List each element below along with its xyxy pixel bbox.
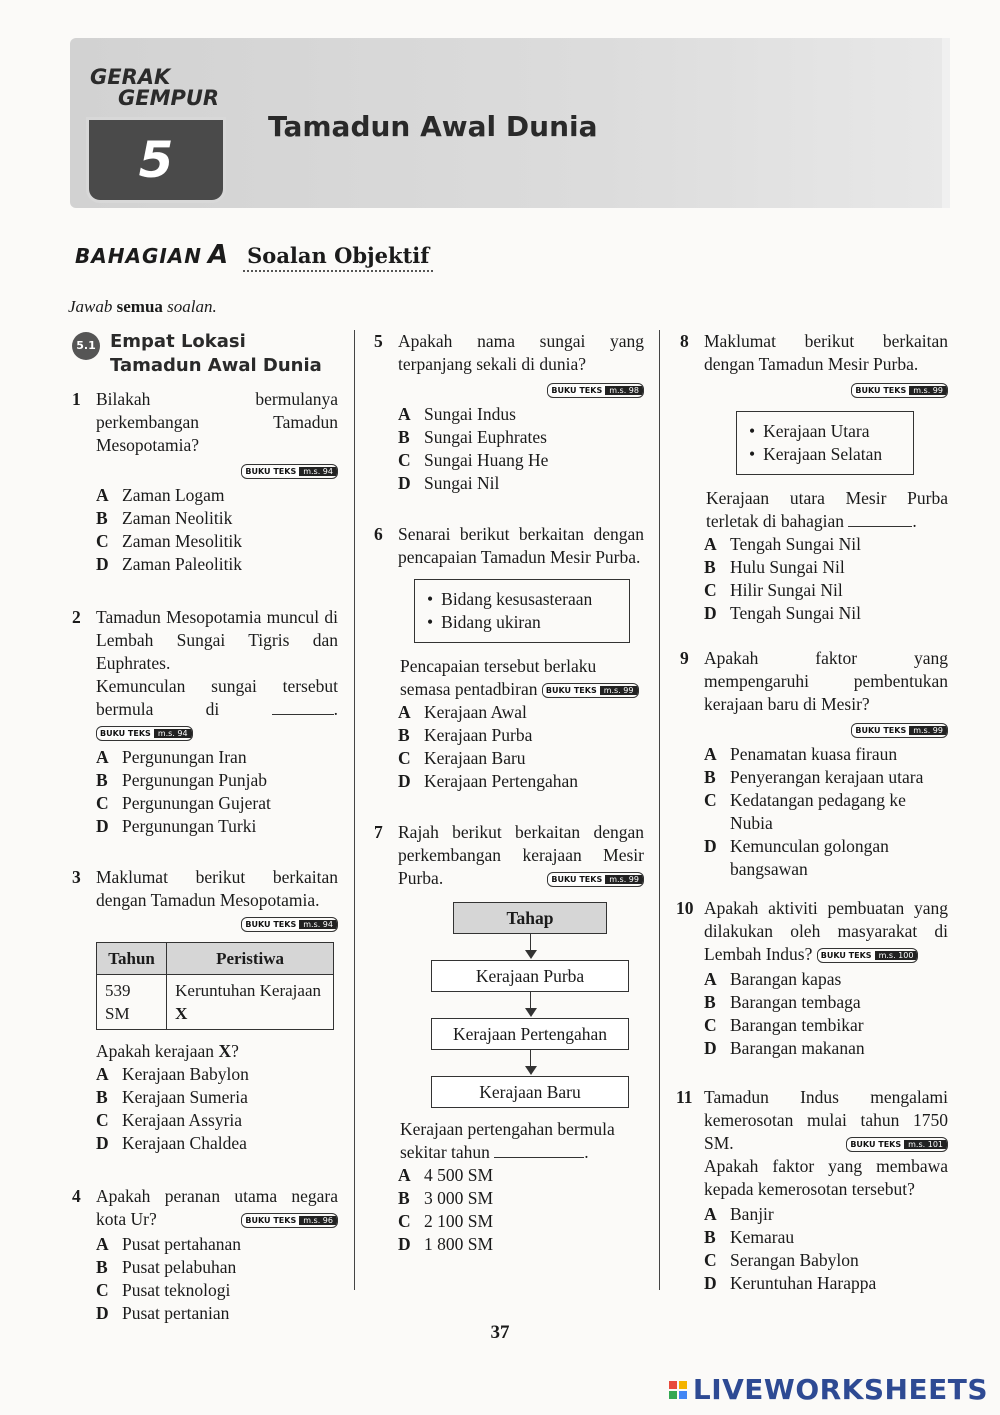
question-number: 1 [72, 389, 81, 409]
answer-blank[interactable] [272, 714, 334, 715]
diagram-step: Kerajaan Pertengahan [431, 1018, 629, 1050]
question-stem: Kerajaan utara Mesir Purba terletak di bahagian . [706, 488, 948, 531]
textbook-ref-badge: BUKU TEKS m.s. 100 [817, 948, 919, 963]
series-label [90, 67, 219, 109]
column-divider [659, 330, 660, 1290]
option[interactable]: D Barangan makanan [704, 1038, 865, 1058]
option[interactable]: A 4 500 SM [398, 1165, 494, 1185]
section-heading [75, 240, 433, 272]
table-header: Peristiwa [167, 943, 334, 975]
option[interactable]: A Zaman Logam [96, 485, 225, 505]
question-8 [680, 330, 948, 625]
option[interactable]: D Tengah Sungai Nil [704, 603, 861, 623]
series-line-1: GERAK [90, 65, 171, 89]
answer-blank[interactable] [494, 1157, 584, 1158]
textbook-ref-badge: BUKU TEKS m.s. 99 [547, 872, 644, 887]
question-number: 5 [374, 331, 383, 351]
option[interactable]: B Pusat pelabuhan [96, 1257, 237, 1277]
subtopic-heading [72, 330, 338, 378]
option[interactable]: D Pergunungan Turki [96, 816, 257, 836]
option[interactable]: C 2 100 SM [398, 1211, 494, 1231]
question-number: 11 [676, 1087, 693, 1107]
option[interactable]: A Pergunungan Iran [96, 747, 247, 767]
subtopic-code: 5.1 [72, 332, 100, 360]
option[interactable]: B Hulu Sungai Nil [704, 557, 845, 577]
question-2 [72, 606, 338, 838]
option[interactable]: D Sungai Nil [398, 473, 500, 493]
question-10 [676, 897, 948, 1060]
question-number: 9 [680, 648, 689, 668]
diagram-step: Kerajaan Baru [431, 1076, 629, 1108]
chapter-number: 5 [86, 117, 226, 203]
bullet-item: • Kerajaan Selatan [749, 443, 901, 466]
textbook-ref-badge: BUKU TEKS m.s. 94 [96, 726, 193, 741]
option[interactable]: C Sungai Huang He [398, 450, 549, 470]
question-text: Tamadun Mesopotamia muncul di Lembah Sungai Tigris dan Euphrates. Kemunculan sungai tersebut bermula di . BUKU TEKS m.s. 94 [96, 606, 338, 744]
option[interactable]: D Kerajaan Pertengahan [398, 771, 579, 791]
diagram-title: Tahap [453, 902, 607, 934]
question-text: Apakah peranan utama negara kota Ur? BUKU TEKS m.s. 96 [96, 1186, 338, 1229]
question-text: Maklumat berikut berkaitan dengan Tamadun Mesir Purba. [704, 331, 948, 374]
question-11 [676, 1086, 948, 1295]
question-6 [374, 523, 644, 793]
option[interactable]: C Pusat teknologi [96, 1280, 231, 1300]
textbook-ref-badge: BUKU TEKS m.s. 98 [547, 383, 644, 398]
option[interactable]: B Zaman Neolitik [96, 508, 233, 528]
option[interactable]: B Kerajaan Purba [398, 725, 533, 745]
question-text: Bilakah bermulanya perkembangan Tamadun Mesopotamia? [96, 389, 338, 455]
option[interactable]: C Hilir Sungai Nil [704, 580, 843, 600]
option[interactable]: A Penamatan kuasa firaun [704, 744, 898, 764]
page-number: 37 [490, 1322, 510, 1343]
info-box [736, 411, 914, 475]
question-5 [374, 330, 644, 495]
option[interactable]: C Zaman Mesolitik [96, 531, 243, 551]
question-number: 6 [374, 524, 383, 544]
option[interactable]: B Sungai Euphrates [398, 427, 547, 447]
answer-blank[interactable] [848, 526, 912, 527]
question-text: Apakah nama sungai yang terpanjang sekali di dunia? [398, 331, 644, 374]
option[interactable]: A Pusat pertahanan [96, 1234, 242, 1254]
textbook-ref-badge: BUKU TEKS m.s. 96 [241, 1213, 338, 1228]
option[interactable]: D Keruntuhan Harappa [704, 1273, 877, 1293]
question-text: Apakah faktor yang mempengaruhi pembentukan kerajaan baru di Mesir? [704, 648, 948, 714]
column-2 [374, 330, 644, 1256]
question-number: 4 [72, 1186, 81, 1206]
option[interactable]: D Zaman Paleolitik [96, 554, 243, 574]
bullet-item: • Bidang kesusasteraan [427, 588, 617, 611]
liveworksheets-logo-icon [669, 1381, 687, 1399]
liveworksheets-logo [669, 1373, 988, 1406]
flow-diagram [430, 902, 630, 1108]
option[interactable]: A Banjir [704, 1204, 774, 1224]
question-3 [72, 866, 338, 1155]
question-stem: Apakah kerajaan X? [96, 1041, 239, 1061]
option[interactable]: B Kemarau [704, 1227, 795, 1247]
option[interactable]: C Kerajaan Baru [398, 748, 526, 768]
series-line-2: GEMPUR [118, 86, 220, 110]
option[interactable]: B Barangan tembaga [704, 992, 861, 1012]
option[interactable]: B 3 000 SM [398, 1188, 494, 1208]
question-text: Tamadun Indus mengalami kemerosotan mulai tahun 1750 SM. BUKU TEKS m.s. 101 Apakah faktor yang membawa kepada kemerosotan tersebut? [704, 1087, 948, 1199]
question-4 [72, 1185, 338, 1325]
subtopic-title: Empat Lokasi Tamadun Awal Dunia [110, 331, 322, 376]
section-part: BAHAGIAN A [75, 240, 230, 270]
table-header: Tahun [97, 943, 167, 975]
option[interactable]: C Pergunungan Gujerat [96, 793, 271, 813]
info-box [414, 579, 630, 643]
bullet-item: • Kerajaan Utara [749, 420, 901, 443]
bullet-item: • Bidang ukiran [427, 611, 617, 634]
textbook-ref-badge: BUKU TEKS m.s. 99 [851, 723, 948, 738]
option[interactable]: C Kedatangan pedagang ke Nubia [704, 790, 906, 833]
option[interactable]: D 1 800 SM [398, 1234, 494, 1254]
option[interactable]: A Tengah Sungai Nil [704, 534, 861, 554]
question-9 [680, 647, 948, 881]
option[interactable]: C Kerajaan Assyria [96, 1110, 243, 1130]
textbook-ref-badge: BUKU TEKS m.s. 99 [542, 683, 639, 698]
option[interactable]: C Serangan Babylon [704, 1250, 859, 1270]
chapter-title: Tamadun Awal Dunia [268, 110, 598, 143]
instruction: Jawab semua soalan. [68, 297, 217, 316]
down-arrow-icon [430, 992, 630, 1018]
textbook-ref-badge: BUKU TEKS m.s. 94 [241, 464, 338, 479]
question-text: Rajah berikut berkaitan dengan perkembangan kerajaan Mesir Purba. BUKU TEKS m.s. 99 [398, 822, 644, 888]
question-7 [374, 821, 644, 1256]
column-1 [72, 330, 338, 1325]
option[interactable]: A Kerajaan Awal [398, 702, 527, 722]
question-stem: Pencapaian tersebut berlaku semasa pentadbiran BUKU TEKS m.s. 99 [400, 655, 644, 701]
textbook-ref-badge: BUKU TEKS m.s. 101 [846, 1137, 948, 1152]
option[interactable]: A Barangan kapas [704, 969, 842, 989]
textbook-ref-badge: BUKU TEKS m.s. 99 [851, 383, 948, 398]
column-divider [354, 330, 355, 1290]
question-text: Senarai berikut berkaitan dengan pencapaian Tamadun Mesir Purba. [398, 524, 644, 567]
down-arrow-icon [430, 934, 630, 960]
question-number: 2 [72, 607, 81, 627]
question-stem: Kerajaan pertengahan bermula sekitar tahun . [400, 1119, 615, 1162]
table-cell: Keruntuhan Kerajaan X [167, 975, 334, 1030]
diagram-step: Kerajaan Purba [431, 960, 629, 992]
table-cell: 539 SM [97, 975, 167, 1030]
question-text: Apakah aktiviti pembuatan yang dilakukan oleh masyarakat di Lembah Indus? BUKU TEKS m.s. 100 [704, 898, 948, 964]
column-3 [676, 330, 948, 1295]
option[interactable]: A Kerajaan Babylon [96, 1064, 249, 1084]
question-number: 7 [374, 822, 383, 842]
info-table [96, 942, 334, 1030]
option[interactable]: D Kerajaan Chaldea [96, 1133, 247, 1153]
option[interactable]: A Sungai Indus [398, 404, 516, 424]
section-subtitle: Soalan Objektif [243, 243, 433, 272]
question-text: Maklumat berikut berkaitan dengan Tamadun Mesopotamia. BUKU TEKS m.s. 94 [96, 866, 338, 932]
option[interactable]: B Penyerangan kerajaan utara [704, 767, 924, 787]
question-number: 8 [680, 331, 689, 351]
option[interactable]: C Barangan tembikar [704, 1015, 864, 1035]
chapter-badge [80, 55, 228, 205]
watermark-text: LIVEWORKSHEETS [692, 1373, 988, 1406]
option[interactable]: D Kemunculan golongan bangsawan [704, 836, 889, 879]
option[interactable]: B Kerajaan Sumeria [96, 1087, 248, 1107]
question-number: 3 [72, 867, 81, 887]
option[interactable]: D Pusat pertanian [96, 1303, 230, 1323]
question-1 [72, 388, 338, 576]
down-arrow-icon [430, 1050, 630, 1076]
question-number: 10 [676, 898, 694, 918]
option[interactable]: B Pergunungan Punjab [96, 770, 268, 790]
textbook-ref-badge: BUKU TEKS m.s. 94 [241, 917, 338, 932]
